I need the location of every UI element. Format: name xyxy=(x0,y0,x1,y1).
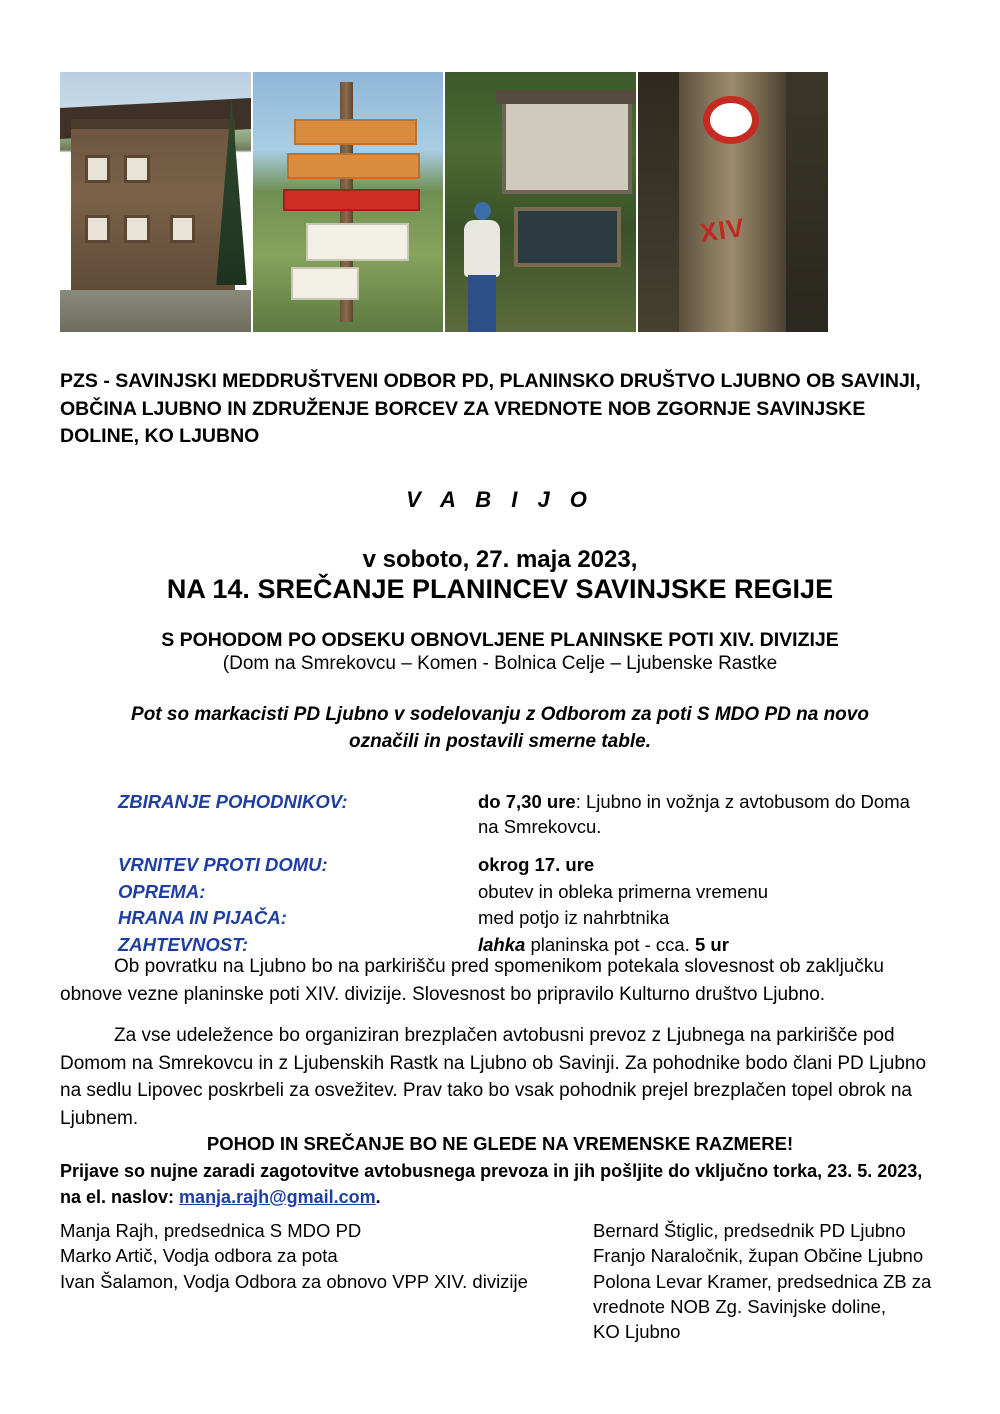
info-plate xyxy=(291,267,360,300)
hut-window xyxy=(170,215,196,243)
email-link[interactable]: manja.rajh@gmail.com xyxy=(179,1186,376,1207)
hiker-head xyxy=(474,202,491,220)
signature-line: Bernard Štiglic, predsednik PD Ljubno xyxy=(593,1220,906,1241)
ground xyxy=(60,290,251,332)
signature-column-left xyxy=(60,1218,593,1345)
organizers-heading: PZS - SAVINJSKI MEDDRUŠTVENI ODBOR PD, PLANINSKO DRUŠTVO LJUBNO OB SAVINJI, OBČINA LJUBNO IN ZDRUŽENJE BORCEV ZA VREDNOTE NOB ZGORNJE SAVINJSKE DOLINE, KO LJUBNO xyxy=(60,370,921,448)
detail-value-bold: do 7,30 ure xyxy=(478,791,576,812)
event-date: v soboto, 27. maja 2023, xyxy=(362,546,638,573)
detail-label: VRNITEV PROTI DOMU: xyxy=(118,854,328,876)
info-plate xyxy=(306,223,409,261)
signpost-photo xyxy=(253,72,444,332)
detail-value xyxy=(478,790,918,853)
detail-value: obutev in obleka primerna vremenu xyxy=(478,880,768,902)
event-route: (Dom na Smrekovcu – Komen - Bolnica Celje – Ljubenske Rastke xyxy=(222,653,778,674)
direction-sign-red xyxy=(283,189,420,211)
detail-value-bold: okrog 17. ure xyxy=(478,854,595,876)
paragraph-transport xyxy=(60,1022,940,1132)
paragraph-text: Za vse udeležence bo organiziran brezplačen avtobusni prevoz z Ljubnega na parkirišče pod Domom na Smrekovcu in z Ljubenskih Rastk na Ljubno ob Savinji. Za pohodnike bodo člani PD Ljubno na sedlu Lipovec poskrbeli za osvežitev. Prav tako bo vsak pohodnik prejel brezplačen topel obrok na Ljubnem. xyxy=(60,1025,927,1129)
detail-value-bold-tail: 5 ur xyxy=(694,933,729,955)
application-text-after: . xyxy=(375,1186,381,1207)
detail-label: OPREMA: xyxy=(118,880,206,902)
event-subtitle: S POHODOM PO ODSEKU OBNOVLJENE PLANINSKE POTI XIV. DIVIZIJE xyxy=(161,629,839,651)
event-details xyxy=(118,790,918,960)
hut-window xyxy=(124,215,150,243)
marker-note: Pot so markacisti PD Ljubno v sodelovanju z Odborom za poti S MDO PD na novo označili in postavili smerne table. xyxy=(131,704,869,752)
hut-window xyxy=(85,215,111,243)
mountain-hut-photo xyxy=(60,72,251,332)
signature-line: KO Ljubno xyxy=(593,1321,681,1343)
paragraph-ceremony xyxy=(60,953,940,1008)
detail-value-italic: lahka xyxy=(478,933,526,955)
detail-value-rest: : Ljubno in vožnja z avtobusom do Doma na Smrekovcu. xyxy=(478,791,910,837)
application-notice xyxy=(60,1159,940,1210)
detail-value xyxy=(478,853,918,880)
direction-sign xyxy=(294,119,416,145)
signature-line: Ivan Šalamon, Vodja Odbora za obnovo VPP XIV. divizije xyxy=(60,1270,528,1292)
forest-cabin xyxy=(502,98,632,194)
detail-label: ZAHTEVNOST: xyxy=(118,933,249,955)
hut-window xyxy=(124,155,150,183)
hut-body xyxy=(71,119,235,295)
detail-row xyxy=(118,853,918,880)
detail-row xyxy=(118,906,918,933)
signature-line: Franjo Naraločnik, župan Občine Ljubno xyxy=(593,1245,924,1267)
information-panel xyxy=(514,207,621,267)
detail-value: med potjo iz nahrbtnika xyxy=(478,907,670,929)
hiker-body xyxy=(464,220,500,277)
knafelc-marker-icon xyxy=(710,103,752,137)
application-text-before: Prijave so nujne zaradi zagotovitve avtobusnega prevoza in jih pošljite do vključno torka, 23. 5. 2023, na el. naslov: xyxy=(60,1161,923,1207)
signature-line: vrednote NOB Zg. Savinjske doline, xyxy=(593,1296,887,1318)
detail-value-rest: planinska pot - cca. xyxy=(525,933,695,955)
detail-row xyxy=(118,790,918,853)
detail-label: HRANA IN PIJAČA: xyxy=(118,907,287,929)
invite-word: V A B I J O xyxy=(406,487,594,512)
forest-background xyxy=(638,72,680,332)
trail-marking-photo xyxy=(638,72,829,332)
signature-line: Marko Artič, Vodja odbora za pota xyxy=(60,1245,338,1267)
info-board-photo xyxy=(445,72,636,332)
photo-strip xyxy=(60,72,828,332)
signature-block xyxy=(60,1218,940,1345)
division-mark-label: XIV xyxy=(698,212,748,248)
paragraph-text: Ob povratku na Ljubno bo na parkirišču pred spomenikom potekala slovesnost ob zaključku obnove vezne planinske poti XIV. divizije. Slovesnost bo pripravilo Kulturno društvo Ljubno. xyxy=(60,956,884,1005)
forest-background xyxy=(786,72,828,332)
hut-window xyxy=(85,155,111,183)
signature-line: Manja Rajh, predsednica S MDO PD xyxy=(60,1220,362,1241)
direction-sign xyxy=(287,153,421,179)
detail-label: ZBIRANJE POHODNIKOV: xyxy=(118,791,348,812)
weather-notice: POHOD IN SREČANJE BO NE GLEDE NA VREMENSKE RAZMERE! xyxy=(206,1133,794,1154)
signature-line: Polona Levar Kramer, predsednica ZB za xyxy=(593,1270,932,1292)
hiker-legs xyxy=(468,275,497,332)
detail-row xyxy=(118,880,918,907)
event-title: NA 14. SREČANJE PLANINCEV SAVINJSKE REGIJE xyxy=(166,574,834,604)
signature-column-right xyxy=(593,1218,940,1345)
